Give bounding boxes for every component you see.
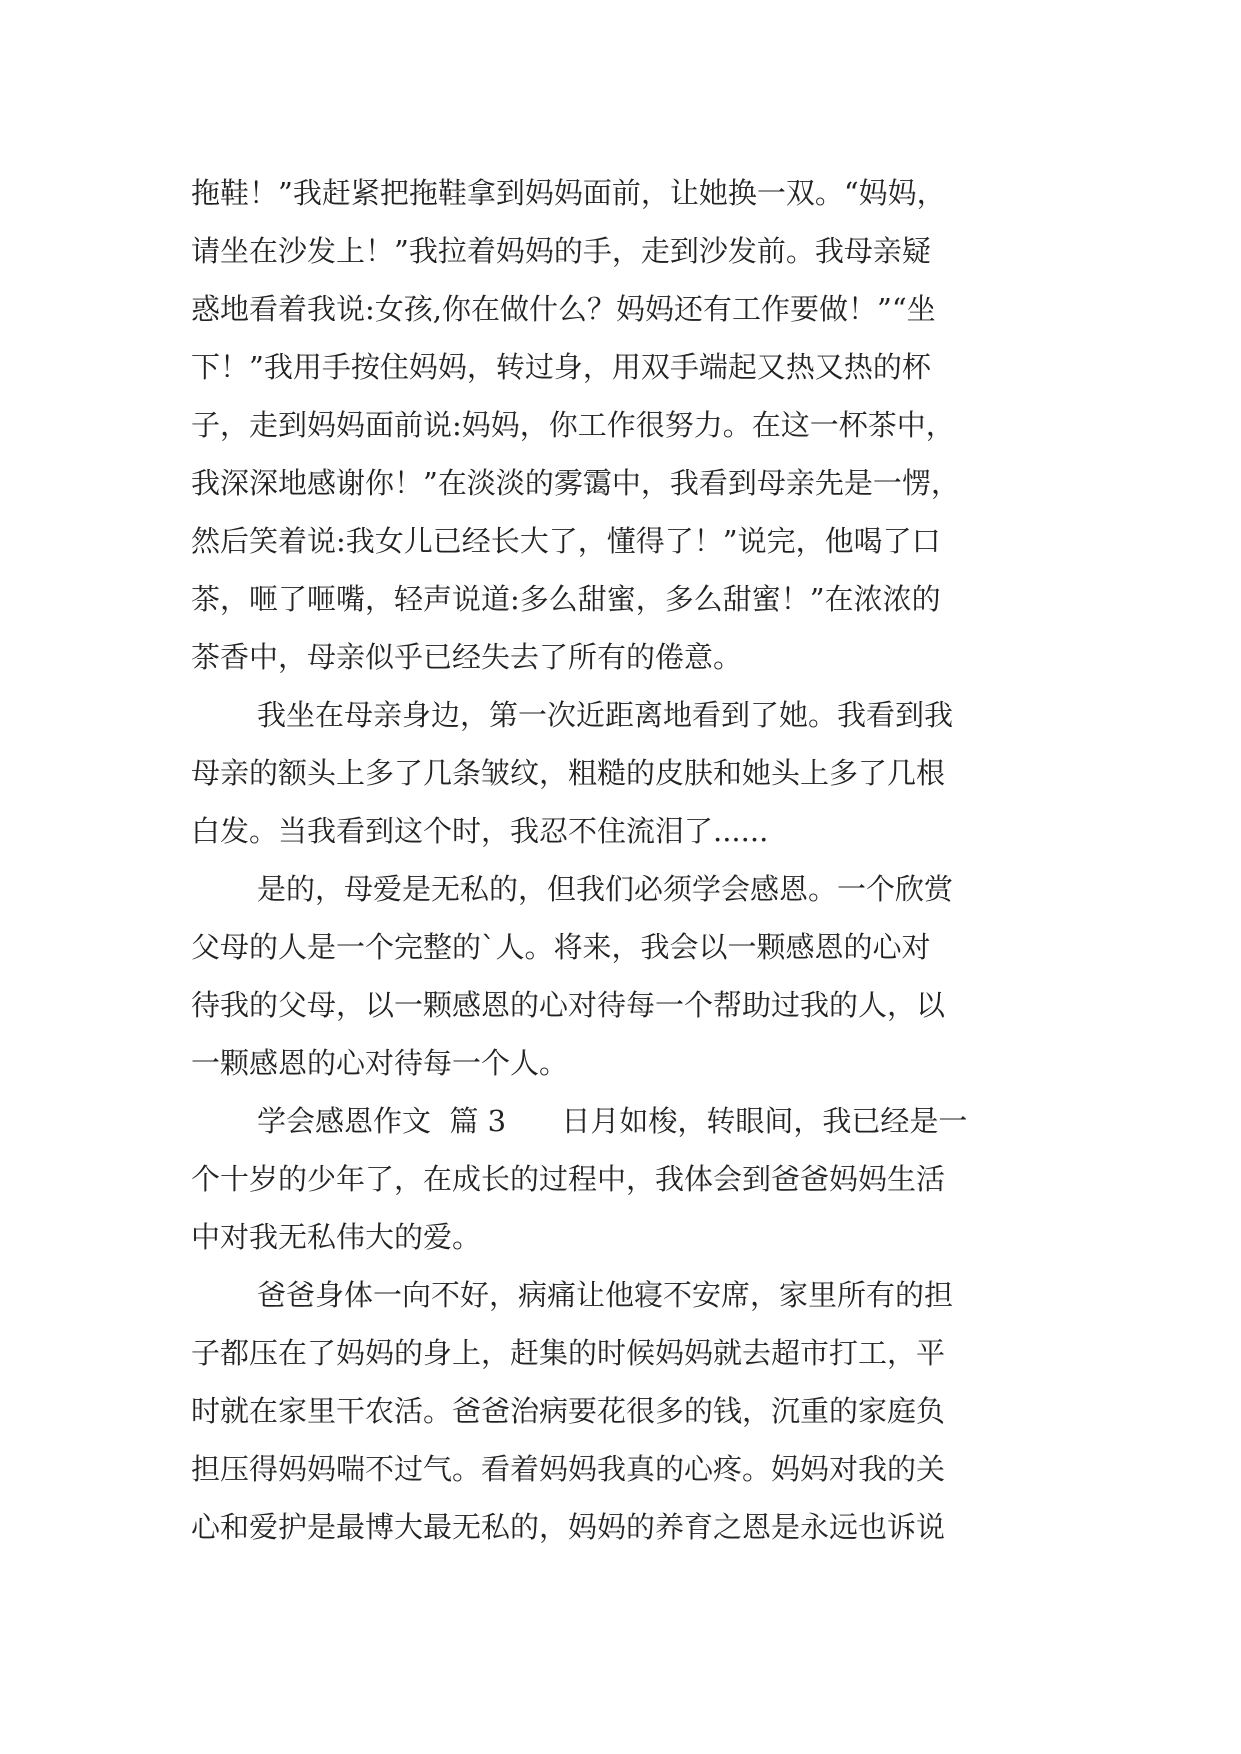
text-line: 我深深地感谢你！”在淡淡的雾霭中，我看到母亲先是一愣，	[191, 466, 960, 500]
text-line: 子，走到妈妈面前说:妈妈，你工作很努力。在这一杯茶中，	[191, 408, 955, 442]
paragraph	[191, 1266, 1071, 1556]
text-line: 待我的父母，以一颗感恩的心对待每一个帮助过我的人，以	[191, 988, 946, 1022]
text-line: 母亲的额头上多了几条皱纹，粗糙的皮肤和她头上多了几根	[191, 756, 946, 790]
text-line: 请坐在沙发上！”我拉着妈妈的手，走到沙发前。我母亲疑	[191, 234, 931, 268]
paragraph	[191, 860, 1071, 1092]
text-line: 茶，咂了咂嘴，轻声说道:多么甜蜜，多么甜蜜！”在浓浓的	[191, 582, 941, 616]
paragraph	[191, 1092, 1071, 1266]
text-line: 一颗感恩的心对待每一个人。	[191, 1046, 569, 1080]
text-line: 是的，母爱是无私的，但我们必须学会感恩。一个欣赏	[257, 872, 954, 906]
text-line: 惑地看着我说:女孩,你在做什么？妈妈还有工作要做！”“坐	[191, 292, 936, 326]
text-line: 个十岁的少年了，在成长的过程中，我体会到爸爸妈妈生活	[191, 1162, 946, 1196]
paragraph	[191, 686, 1071, 860]
text-line: 茶香中，母亲似乎已经失去了所有的倦意。	[191, 640, 743, 674]
text-line: 然后笑着说:我女儿已经长大了，懂得了！”说完，他喝了口	[191, 524, 941, 558]
text-line: 爸爸身体一向不好，病痛让他寝不安席，家里所有的担	[257, 1278, 954, 1312]
text-line: 担压得妈妈喘不过气。看着妈妈我真的心疼。妈妈对我的关	[191, 1452, 946, 1486]
text-line: 我坐在母亲身边，第一次近距离地看到了她。我看到我	[257, 698, 954, 732]
text-line: 学会感恩作文 篇 3 日月如梭，转眼间，我已经是一	[257, 1104, 968, 1138]
paragraph	[191, 164, 1071, 686]
text-line: 中对我无私伟大的爱。	[191, 1220, 482, 1254]
text-line: 子都压在了妈妈的身上，赶集的时候妈妈就去超市打工，平	[191, 1336, 946, 1370]
text-line: 白发。当我看到这个时，我忍不住流泪了......	[191, 814, 769, 848]
text-line: 时就在家里干农活。爸爸治病要花很多的钱，沉重的家庭负	[191, 1394, 946, 1428]
text-line: 下！”我用手按住妈妈，转过身，用双手端起又热又热的杯	[191, 350, 931, 384]
text-line: 父母的人是一个完整的`人。将来，我会以一颗感恩的心对	[191, 930, 931, 964]
text-line: 拖鞋！”我赶紧把拖鞋拿到妈妈面前，让她换一双。“妈妈，	[191, 176, 946, 210]
essay-body	[191, 164, 1071, 1556]
text-line: 心和爱护是最博大最无私的，妈妈的养育之恩是永远也诉说	[191, 1510, 946, 1544]
